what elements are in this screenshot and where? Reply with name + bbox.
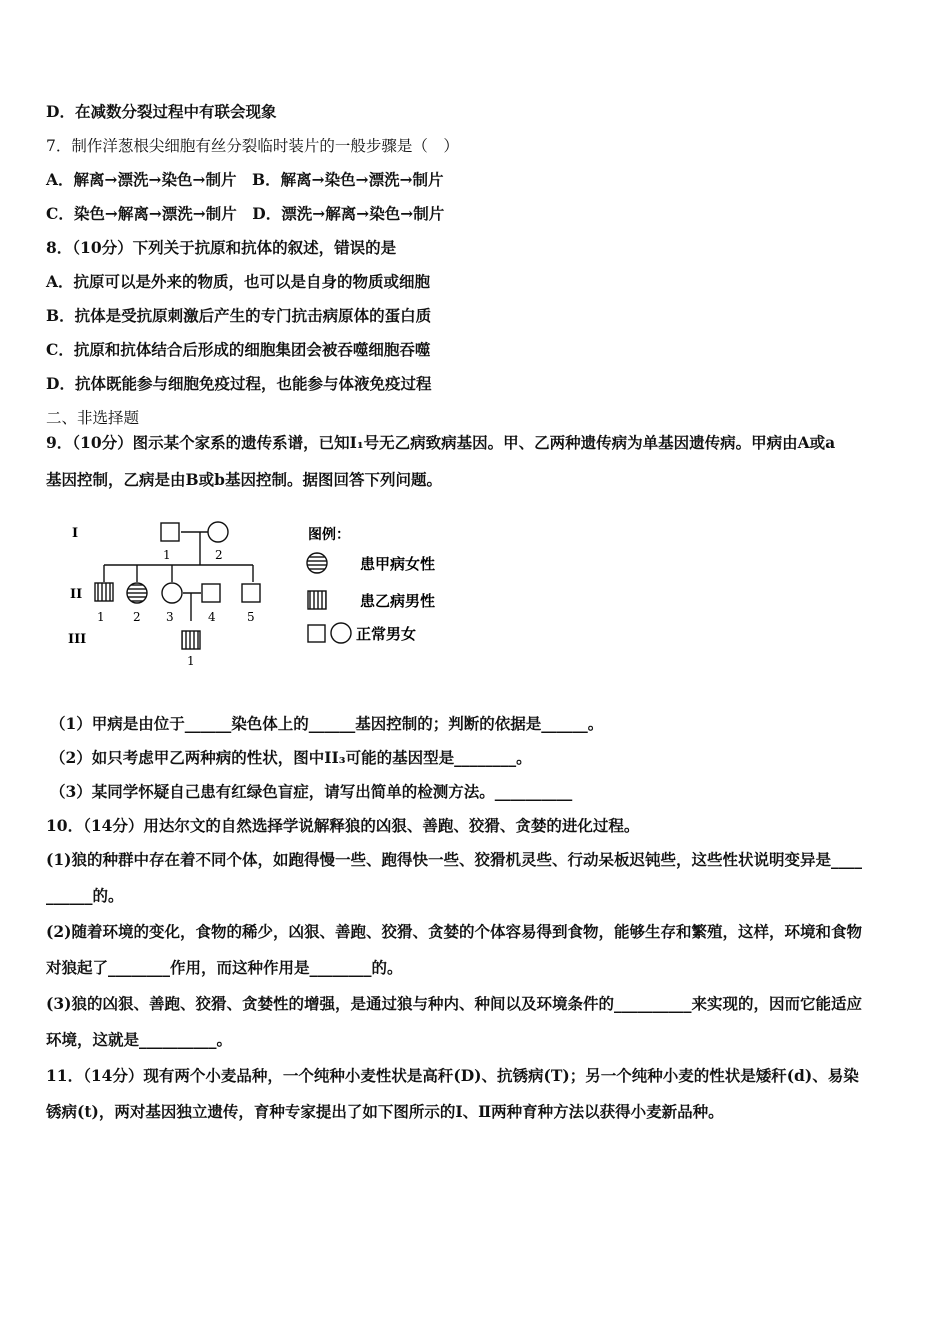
- q10-part-1b: ______的。: [46, 886, 124, 905]
- q9-part-2: （2）如只考虑甲乙两种病的性状，图中II₃可能的基因型是________。: [50, 748, 532, 767]
- section-heading: 二、非选择题: [46, 409, 140, 427]
- q8-option-b: B．抗体是受抗原刺激后产生的专门抗击病原体的蛋白质: [46, 306, 432, 325]
- q7-stem: 7．制作洋葱根尖细胞有丝分裂临时装片的一般步骤是（ ）: [46, 137, 459, 155]
- q11-stem-1: 11．（14分）现有两个小麦品种，一个纯种小麦性状是高秆(D)、抗锈病(T)；另一个纯种小麦的性状是矮秆(d)、易染: [46, 1066, 859, 1085]
- i2-number: 2: [215, 548, 223, 562]
- legend-disease-b-male-symbol: [308, 591, 326, 609]
- ii3-normal-female: [162, 583, 182, 603]
- gen-1-label: I: [72, 526, 79, 541]
- iii1-number: 1: [187, 654, 195, 668]
- q8-stem: 8．（10分）下列关于抗原和抗体的叙述，错误的是: [46, 238, 397, 257]
- q10-part-3a: (3)狼的凶狠、善跑、狡猾、贪婪性的增强，是通过狼与种内、种间以及环境条件的__________来实现的，因而它能适应: [46, 994, 862, 1013]
- q6-option-d: D．在减数分裂过程中有联会现象: [46, 102, 277, 121]
- legend-normal: 正常男女: [356, 625, 417, 643]
- gen-3-label: III: [68, 632, 87, 647]
- iii1-disease-b-male: [182, 631, 200, 649]
- gen-2-label: II: [70, 587, 83, 602]
- legend-disease-a-female: 患甲病女性: [360, 555, 436, 573]
- ii5-normal-male: [242, 584, 260, 602]
- i1-normal-male: [161, 523, 179, 541]
- ii2-disease-a-female: [127, 583, 147, 603]
- q7-options-ab: A．解离→漂洗→染色→制片 B．解离→染色→漂洗→制片: [46, 170, 444, 189]
- pedigree-lines: [104, 532, 253, 621]
- i2-normal-female: [208, 522, 228, 542]
- q8-option-a: A．抗原可以是外来的物质，也可以是自身的物质或细胞: [46, 272, 431, 291]
- q8-option-c: C．抗原和抗体结合后形成的细胞集团会被吞噬细胞吞噬: [46, 340, 431, 359]
- legend-normal-female-symbol: [331, 623, 351, 643]
- ii4-number: 4: [208, 610, 216, 624]
- q7-options-cd: C．染色→解离→漂洗→制片 D．漂洗→解离→染色→制片: [46, 204, 445, 223]
- ii5-number: 5: [247, 610, 255, 624]
- q9-stem-1: 9．（10分）图示某个家系的遗传系谱，已知Ⅰ₁号无乙病致病基因。甲、乙两种遗传病为单基因遗传病。甲病由A或a: [46, 433, 836, 452]
- legend-disease-b-male: 患乙病男性: [360, 592, 436, 610]
- legend-title: 图例：: [308, 527, 350, 543]
- q10-stem: 10．（14分）用达尔文的自然选择学说解释狼的凶狠、善跑、狡猾、贪婪的进化过程。: [46, 816, 640, 835]
- ii1-number: 1: [97, 610, 105, 624]
- legend-normal-male-symbol: [308, 625, 325, 642]
- ii2-number: 2: [133, 610, 141, 624]
- q9-part-3: （3）某同学怀疑自己患有红绿色盲症，请写出简单的检测方法。__________: [50, 782, 573, 801]
- q8-option-d: D．抗体既能参与细胞免疫过程，也能参与体液免疫过程: [46, 374, 432, 393]
- legend-disease-a-female-symbol: [307, 553, 327, 573]
- q9-stem-2: 基因控制，乙病是由B或b基因控制。据图回答下列问题。: [46, 470, 442, 489]
- ii3-number: 3: [166, 610, 174, 624]
- q10-part-1a: (1)狼的种群中存在着不同个体，如跑得慢一些、跑得快一些、狡猾机灵些、行动呆板迟钝些，这些性状说明变异是____: [46, 850, 862, 869]
- q10-part-2a: (2)随着环境的变化，食物的稀少，凶狠、善跑、狡猾、贪婪的个体容易得到食物，能够生存和繁殖，这样，环境和食物: [46, 922, 862, 941]
- ii4-normal-male: [202, 584, 220, 602]
- q11-stem-2: 锈病(t)，两对基因独立遗传，育种专家提出了如下图所示的Ⅰ、Ⅱ两种育种方法以获得小麦新品种。: [46, 1102, 724, 1121]
- pedigree-chart: [60, 515, 480, 675]
- ii1-disease-b-male: [95, 583, 113, 601]
- q10-part-2b: 对狼起了________作用，而这种作用是________的。: [46, 958, 403, 977]
- q10-part-3b: 环境，这就是__________。: [46, 1030, 233, 1049]
- q9-part-1: （1）甲病是由位于______染色体上的______基因控制的；判断的依据是______。: [50, 714, 604, 733]
- i1-number: 1: [163, 548, 171, 562]
